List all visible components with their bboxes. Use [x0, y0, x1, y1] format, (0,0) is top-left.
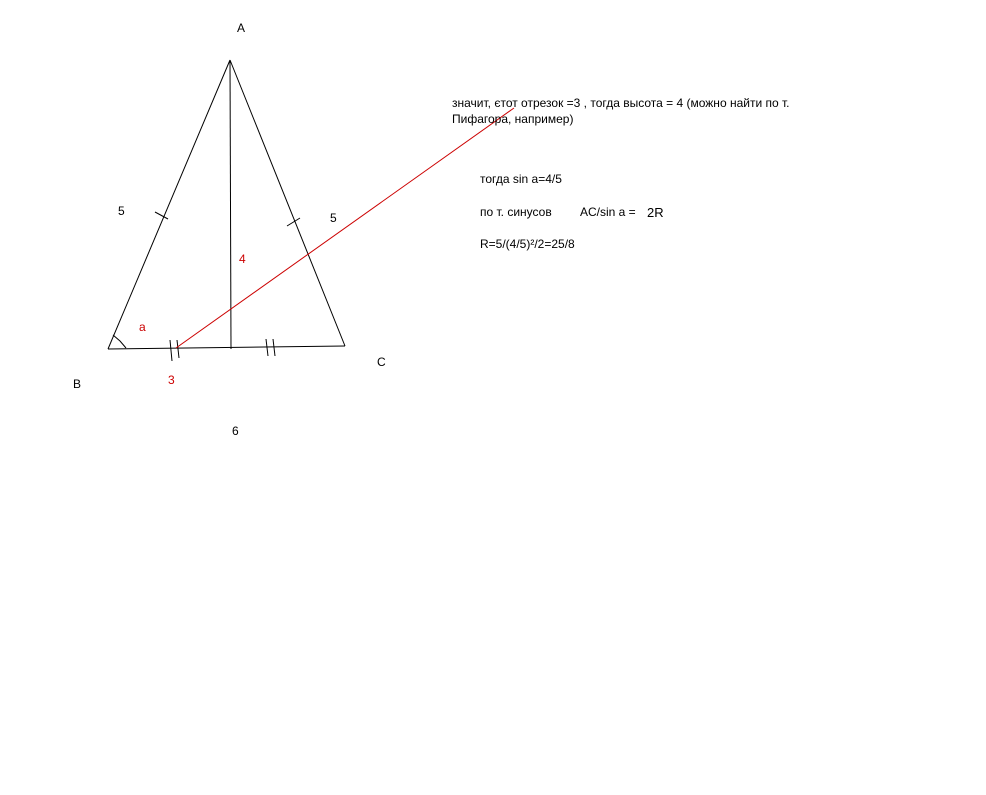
- note-sine-theorem-label: по т. синусов: [480, 205, 552, 219]
- double-tick-left-2: [177, 340, 179, 358]
- side-bc: [108, 346, 345, 349]
- double-tick-right-1: [266, 339, 268, 356]
- vertex-label-a: A: [237, 21, 246, 35]
- note-sine-theorem-formula: AC/sin a =: [580, 205, 636, 219]
- note-sine-theorem-2r: 2R: [647, 205, 664, 220]
- side-ac-label: 5: [330, 211, 337, 225]
- vertex-label-c: C: [377, 355, 386, 369]
- red-pointer-line: [176, 108, 514, 348]
- side-ac: [230, 60, 345, 346]
- angle-mark-b: [113, 335, 126, 348]
- side-ab: [108, 60, 230, 349]
- note-sin-a: тогда sin a=4/5: [480, 172, 562, 186]
- note-radius-result: R=5/(4/5)²/2=25/8: [480, 237, 575, 251]
- height-label: 4: [239, 252, 246, 266]
- vertex-label-b: B: [73, 377, 82, 391]
- half-base-label: 3: [168, 373, 175, 387]
- double-tick-right-2: [273, 339, 275, 356]
- angle-label: a: [139, 320, 146, 334]
- base-label: 6: [232, 424, 239, 438]
- double-tick-left-1: [170, 340, 172, 361]
- side-ab-label: 5: [118, 204, 125, 218]
- altitude-line: [230, 60, 231, 349]
- tick-mark-ab: [155, 212, 168, 219]
- note-segment-height: значит, єтот отрезок =3 , тогда высота = 4 (можно найти по т. Пифагора, например): [452, 96, 790, 126]
